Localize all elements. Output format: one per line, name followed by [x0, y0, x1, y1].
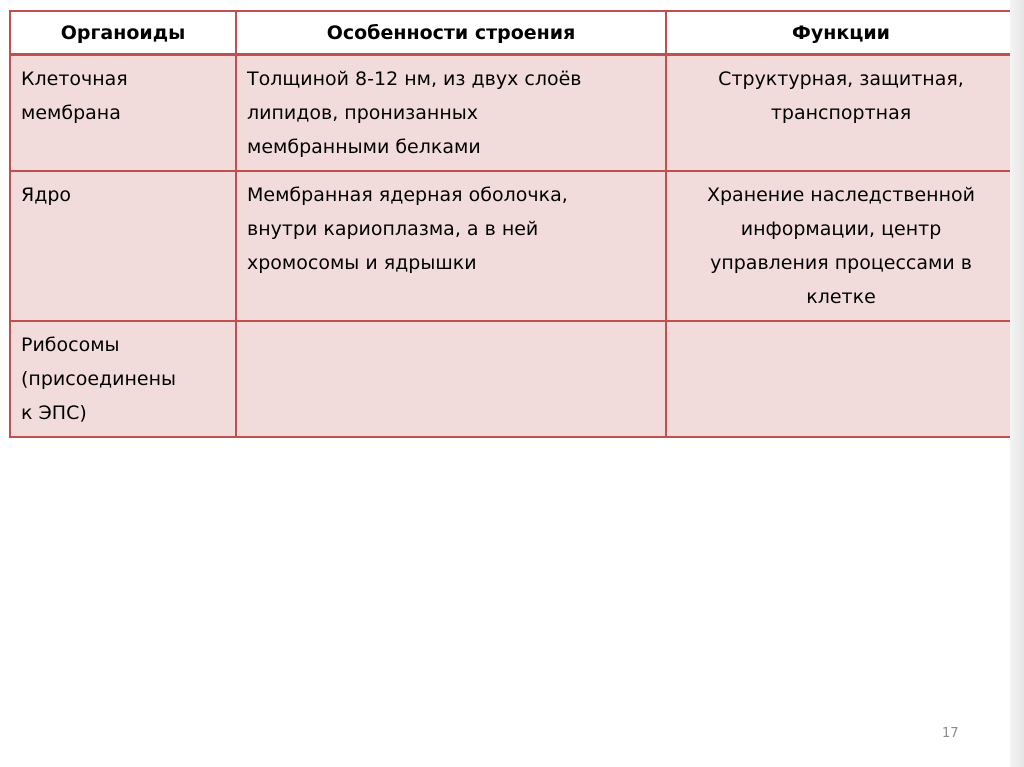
- cell-functions-membrane: [666, 55, 1016, 172]
- header-structure: Особенности строения: [236, 11, 666, 55]
- cell-functions-ribosomes-empty: [666, 321, 1016, 437]
- cell-structure-ribosomes-empty: [236, 321, 666, 437]
- cell-organelle-ribosomes: [10, 321, 236, 437]
- cell-line: Клеточная: [21, 68, 128, 90]
- cell-line: (присоединены: [21, 368, 177, 390]
- cell-structure-membrane: [236, 55, 666, 172]
- slide-edge-shadow: [1010, 0, 1024, 767]
- table-row: [10, 321, 1016, 437]
- cell-line: Ядро: [21, 184, 72, 206]
- cell-line: Хранение наследственной: [706, 184, 976, 206]
- organelle-table: [9, 10, 1017, 438]
- cell-line: Мембранная ядерная оболочка,: [247, 184, 568, 206]
- cell-line: Рибосомы: [21, 334, 120, 356]
- cell-line: Структурная, защитная,: [718, 68, 964, 90]
- cell-line: мембранными белками: [247, 136, 481, 158]
- table-header-row: [10, 11, 1016, 55]
- cell-line: Толщиной 8-12 нм, из двух слоёв: [247, 68, 582, 90]
- cell-line: транспортная: [770, 102, 912, 124]
- cell-organelle-membrane: [10, 55, 236, 172]
- table-row: [10, 171, 1016, 321]
- header-functions: Функции: [666, 11, 1016, 55]
- cell-line: внутри кариоплазма, а в ней: [247, 218, 539, 240]
- cell-structure-nucleus: [236, 171, 666, 321]
- header-organelles: Органоиды: [10, 11, 236, 55]
- cell-line: управления процессами в: [710, 252, 972, 274]
- cell-organelle-nucleus: [10, 171, 236, 321]
- page-number: 17: [942, 726, 959, 741]
- cell-functions-nucleus: [666, 171, 1016, 321]
- cell-line: хромосомы и ядрышки: [247, 252, 477, 274]
- cell-line: клетке: [806, 286, 876, 308]
- cell-line: к ЭПС): [21, 402, 87, 424]
- table-row: [10, 55, 1016, 172]
- cell-line: липидов, пронизанных: [247, 102, 479, 124]
- cell-line: информации, центр: [740, 218, 942, 240]
- cell-line: мембрана: [21, 102, 121, 124]
